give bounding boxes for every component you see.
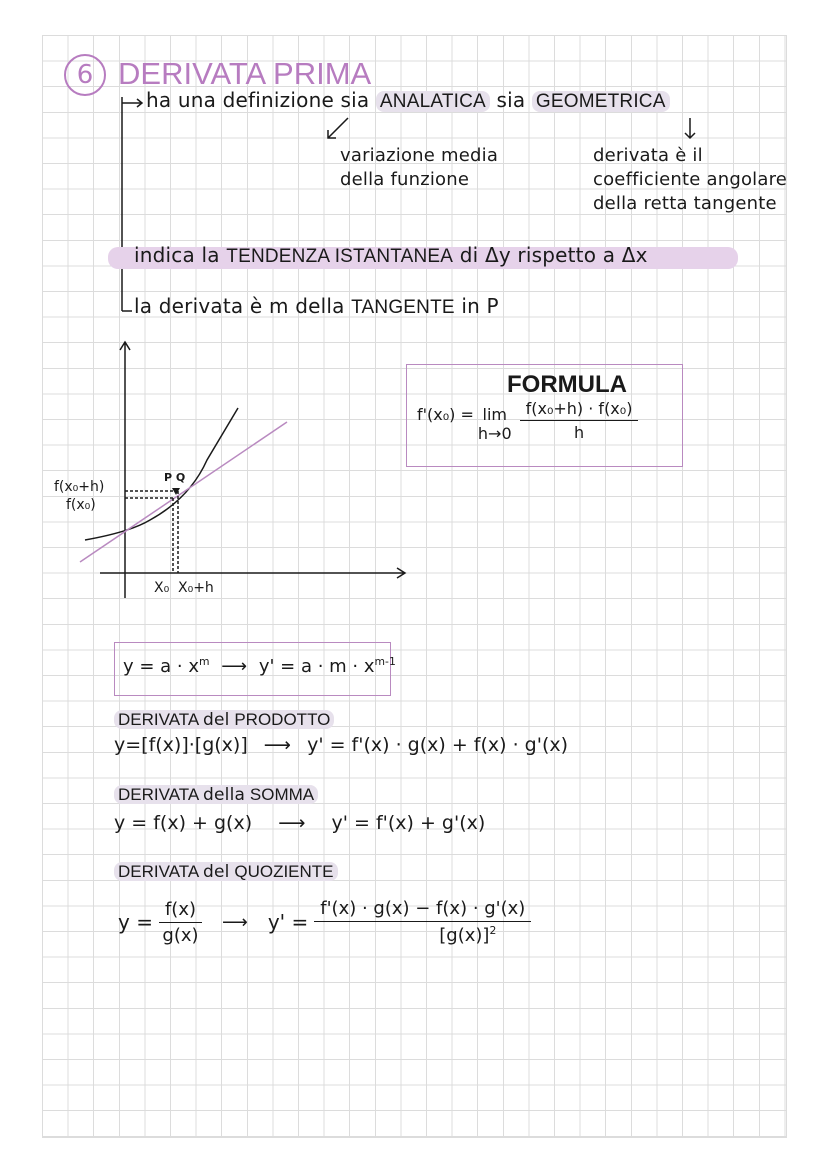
exponent: m-1	[374, 655, 396, 668]
rule-rhs: y' = f'(x) · g(x) + f(x) · g'(x)	[307, 734, 569, 756]
arrow-right-icon: ⟶	[278, 812, 306, 834]
text: DERIVATA	[118, 862, 199, 881]
text: indica la	[134, 243, 220, 267]
note-geometric	[593, 144, 787, 216]
rule-lhs: y = f(x) + g(x)	[114, 812, 253, 834]
rule-rhs: y' =	[267, 910, 309, 934]
power-rule-lhs: y = a · x	[123, 656, 200, 677]
text: della	[203, 785, 246, 805]
tangent-graph	[0, 330, 420, 610]
text: DERIVATA	[118, 785, 199, 804]
text: del	[203, 862, 230, 882]
rule-title-product	[114, 710, 334, 730]
rule-lhs: y=[f(x)]·[g(x)]	[114, 734, 248, 756]
rule-title-sum	[114, 785, 318, 805]
term-analytic: ANALATICA	[376, 91, 490, 112]
label-p-q: P Q	[164, 471, 186, 484]
arrow-right-icon: ⟶	[263, 734, 292, 756]
point-definition	[146, 88, 670, 113]
function-curve	[85, 408, 238, 540]
quotient-rule	[118, 898, 531, 946]
label-x0: X₀	[154, 580, 170, 596]
numerator: f(x)	[159, 899, 202, 923]
arrow-icon	[322, 116, 352, 142]
arrow-right-icon: ⟶	[221, 656, 248, 677]
guide-lines	[125, 491, 178, 573]
formula-title: FORMULA	[507, 371, 627, 398]
section-number: 6	[76, 60, 94, 90]
limit-label: lim	[482, 405, 507, 424]
sum-rule	[114, 812, 485, 834]
text: la derivata è m della	[134, 294, 345, 318]
rule-rhs: y' = f'(x) + g'(x)	[331, 812, 486, 834]
arrow-down-icon	[682, 116, 698, 142]
note-line: variazione media	[340, 145, 499, 166]
exponent: 2	[489, 924, 497, 937]
text: ha una definizione sia	[146, 88, 370, 112]
formula-lhs: f'(x₀) =	[417, 405, 474, 424]
text: di Δy rispetto a Δx	[459, 243, 648, 267]
note-analytic	[340, 144, 498, 192]
formula-box	[406, 364, 683, 467]
text: QUOZIENTE	[234, 862, 334, 881]
product-rule	[114, 734, 568, 756]
text: SOMMA	[249, 785, 315, 804]
denominator: g(x)	[162, 924, 199, 946]
term-tangent: TANGENTE	[351, 297, 455, 318]
y-axis	[120, 342, 130, 598]
tangent-line	[80, 422, 287, 562]
note-line: derivata è il	[593, 145, 703, 166]
text: PRODOTTO	[234, 710, 331, 729]
point-marker	[172, 488, 180, 495]
label-x0-h: X₀+h	[178, 580, 214, 596]
note-line: della funzione	[340, 169, 470, 190]
limit	[478, 399, 512, 443]
page-title: DERIVATA PRIMA	[118, 56, 372, 91]
bracket-connector	[110, 95, 150, 320]
text: sia	[496, 88, 526, 112]
derivative-definition	[417, 399, 638, 443]
arrow-right-icon: ⟶	[222, 911, 248, 933]
power-rule-rhs: y' = a · m · x	[258, 656, 375, 677]
text: del	[203, 710, 230, 730]
power-rule-box	[114, 642, 396, 696]
label-f-x0: f(x₀)	[66, 497, 96, 513]
term-tendency: TENDENZA ISTANTANEA	[226, 246, 454, 267]
limit-subscript: h→0	[477, 424, 512, 443]
difference-quotient	[520, 399, 639, 442]
numerator: f'(x) · g(x) − f(x) · g'(x)	[314, 898, 531, 922]
term-geometric: GEOMETRICA	[532, 91, 670, 112]
exponent: m	[199, 655, 210, 668]
x-axis	[100, 568, 405, 578]
point-tangent	[134, 294, 499, 319]
denominator-base: [g(x)]	[439, 925, 490, 946]
denominator	[349, 922, 496, 946]
power-rule	[123, 655, 396, 677]
denominator: h	[573, 423, 585, 442]
label-f-x0-h: f(x₀+h)	[54, 479, 105, 495]
point-tendency	[134, 243, 648, 268]
quotient-derivative-fraction	[314, 898, 531, 946]
text: DERIVATA	[118, 710, 199, 729]
quotient-fraction	[159, 899, 202, 946]
text: in P	[461, 294, 499, 318]
note-line: della retta tangente	[593, 193, 777, 214]
rule-lhs: y =	[118, 910, 153, 934]
section-number-circle	[64, 54, 106, 96]
rule-title-quotient	[114, 862, 338, 882]
numerator: f(x₀+h) · f(x₀)	[520, 399, 639, 421]
note-line: coefficiente angolare	[593, 169, 788, 190]
